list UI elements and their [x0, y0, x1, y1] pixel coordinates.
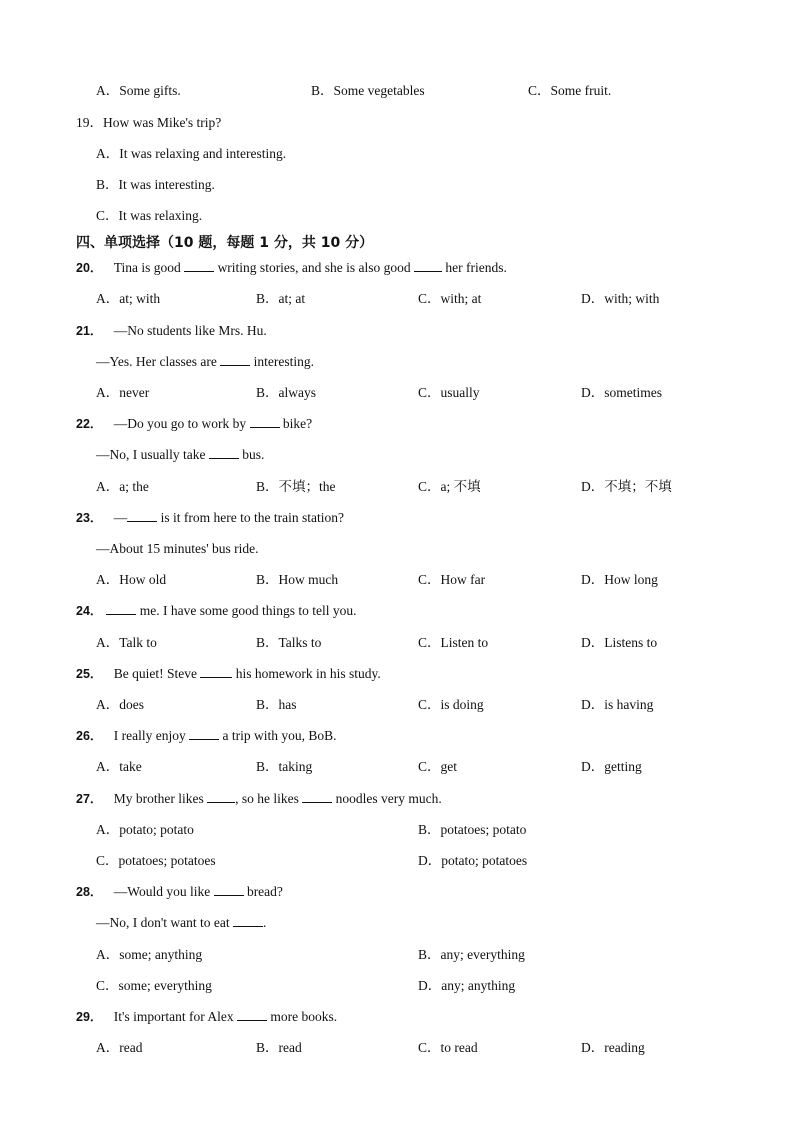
- answer-blank: [302, 790, 332, 803]
- q20-option-a: A．at; with: [96, 291, 161, 306]
- question-number: 22．: [76, 417, 103, 431]
- question-number: 24．: [76, 604, 103, 618]
- answer-blank: [233, 914, 263, 927]
- q22-stem: 22． —Do you go to work by bike?: [76, 416, 313, 431]
- answer-blank: [214, 883, 244, 896]
- q29-option-d: D．reading: [581, 1040, 645, 1055]
- answer-blank: [106, 602, 136, 615]
- q26-option-b: B．taking: [256, 759, 313, 774]
- answer-blank: [237, 1008, 267, 1021]
- q29-option-a: A．read: [96, 1040, 143, 1055]
- q23-reply: —About 15 minutes' bus ride.: [96, 541, 259, 556]
- q20-option-d: D．with; with: [581, 291, 660, 306]
- answer-blank: [207, 790, 235, 803]
- q26-stem: 26． I really enjoy a trip with you, BoB.: [76, 728, 337, 743]
- q28-option-c: C．some; everything: [96, 978, 212, 993]
- q24-option-c: C．Listen to: [418, 635, 489, 650]
- answer-blank: [200, 665, 232, 678]
- q22-option-a: A．a; the: [96, 479, 149, 494]
- question-number: 20．: [76, 261, 103, 275]
- q25-stem: 25． Be quiet! Steve his homework in his study.: [76, 666, 381, 681]
- q24-option-d: D．Listens to: [581, 635, 658, 650]
- q28-option-d: D．any; anything: [418, 978, 516, 993]
- q21-option-d: D．sometimes: [581, 385, 662, 400]
- q28-option-b: B．any; everything: [418, 947, 525, 962]
- q25-option-d: D．is having: [581, 697, 654, 712]
- q28-option-a: A．some; anything: [96, 947, 203, 962]
- question-number: 25．: [76, 667, 103, 681]
- question-number: 21．: [76, 324, 103, 338]
- question-number: 28．: [76, 885, 103, 899]
- q22-reply: —No, I usually take bus.: [96, 447, 265, 462]
- answer-blank: [189, 727, 219, 740]
- q23-option-d: D．How long: [581, 572, 658, 587]
- q28-reply: —No, I don't want to eat .: [96, 915, 267, 930]
- q18-option-c: C．Some fruit.: [528, 83, 612, 98]
- q18-option-b: B．Some vegetables: [311, 83, 425, 98]
- q27-stem: 27． My brother likes , so he likes noodles very much.: [76, 791, 442, 806]
- q26-option-d: D．getting: [581, 759, 642, 774]
- q29-option-c: C．to read: [418, 1040, 478, 1055]
- q21-option-b: B．always: [256, 385, 316, 400]
- q22-option-b: B．不填；the: [256, 479, 336, 494]
- question-number: 27．: [76, 792, 103, 806]
- q24-option-b: B．Talks to: [256, 635, 322, 650]
- q27-option-a: A．potato; potato: [96, 822, 194, 837]
- q27-option-b: B．potatoes; potato: [418, 822, 527, 837]
- q20-option-c: C．with; at: [418, 291, 482, 306]
- answer-blank: [184, 259, 214, 272]
- q21-option-c: C．usually: [418, 385, 480, 400]
- q22-option-d: D．不填；不填: [581, 479, 672, 494]
- answer-blank: [209, 446, 239, 459]
- q23-option-b: B．How much: [256, 572, 339, 587]
- q29-option-b: B．read: [256, 1040, 302, 1055]
- section-title: 四、单项选择（10 题，每题 1 分，共 10 分）: [76, 235, 374, 251]
- q27-option-d: D．potato; potatoes: [418, 853, 528, 868]
- q23-option-a: A．How old: [96, 572, 167, 587]
- q19-stem: 19．How was Mike's trip?: [76, 115, 222, 130]
- answer-blank: [127, 509, 157, 522]
- q23-stem: 23． — is it from here to the train station?: [76, 510, 344, 525]
- q28-stem: 28． —Would you like bread?: [76, 884, 283, 899]
- q19-option-b: B．It was interesting.: [96, 177, 215, 192]
- q19-option-a: A．It was relaxing and interesting.: [96, 146, 287, 161]
- q26-option-a: A．take: [96, 759, 142, 774]
- q23-option-c: C．How far: [418, 572, 486, 587]
- q25-option-b: B．has: [256, 697, 297, 712]
- answer-blank: [250, 415, 280, 428]
- q19-option-c: C．It was relaxing.: [96, 208, 203, 223]
- q21-stem: 21． —No students like Mrs. Hu.: [76, 323, 267, 338]
- q21-option-a: A．never: [96, 385, 150, 400]
- q24-stem: 24． me. I have some good things to tell you.: [76, 603, 357, 618]
- question-number: 26．: [76, 729, 103, 743]
- question-number: 29．: [76, 1010, 103, 1024]
- question-number: 23．: [76, 511, 103, 525]
- q20-stem: 20． Tina is good writing stories, and she is also good her friends.: [76, 260, 507, 275]
- q18-option-a: A．Some gifts.: [96, 83, 181, 98]
- q21-reply: —Yes. Her classes are interesting.: [96, 354, 314, 369]
- q20-option-b: B．at; at: [256, 291, 306, 306]
- q25-option-a: A．does: [96, 697, 144, 712]
- q27-option-c: C．potatoes; potatoes: [96, 853, 216, 868]
- q26-option-c: C．get: [418, 759, 457, 774]
- q29-stem: 29． It's important for Alex more books.: [76, 1009, 338, 1024]
- q25-option-c: C．is doing: [418, 697, 484, 712]
- answer-blank: [220, 353, 250, 366]
- q24-option-a: A．Talk to: [96, 635, 157, 650]
- answer-blank: [414, 259, 442, 272]
- q22-option-c: C．a; 不填: [418, 479, 481, 494]
